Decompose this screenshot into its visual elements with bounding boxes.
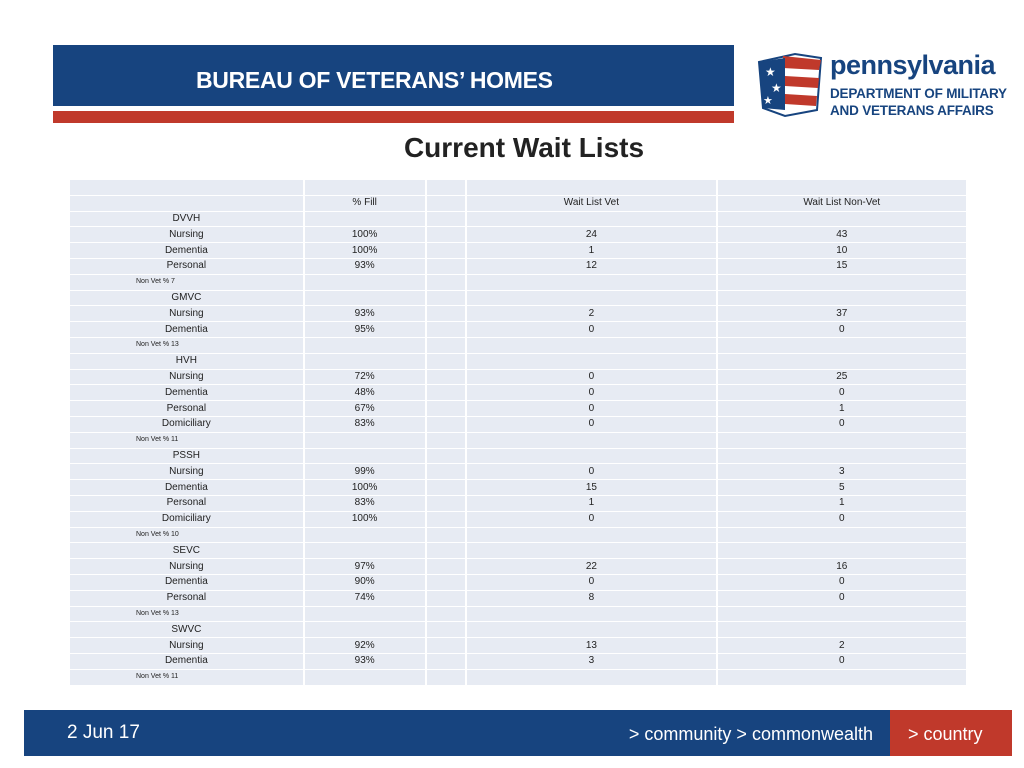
- row-label: Dementia: [70, 322, 303, 337]
- table-row: [70, 543, 966, 558]
- row-wait-nonvet: 37: [718, 306, 966, 321]
- row-wait-vet: [467, 622, 715, 637]
- logo-wordmark: pennsylvania: [830, 50, 996, 80]
- row-label: Dementia: [70, 243, 303, 258]
- table-row: [70, 575, 966, 590]
- row-spacer: [427, 543, 466, 558]
- row-wait-nonvet: 43: [718, 227, 966, 242]
- header-accent-bar: [53, 111, 734, 123]
- row-fill: [305, 607, 425, 622]
- column-header-fill: % Fill: [305, 196, 425, 211]
- row-wait-vet: 0: [467, 385, 715, 400]
- table-row: [70, 385, 966, 400]
- row-wait-vet: 0: [467, 575, 715, 590]
- row-spacer: [427, 370, 466, 385]
- row-spacer: [427, 670, 466, 685]
- row-wait-nonvet: [718, 291, 966, 306]
- table-row: [70, 464, 966, 479]
- row-spacer: [427, 306, 466, 321]
- row-spacer: [427, 401, 466, 416]
- footer-date: 2 Jun 17: [67, 722, 140, 743]
- table-row: [70, 559, 966, 574]
- row-spacer: [427, 354, 466, 369]
- row-wait-vet: [467, 275, 715, 290]
- row-fill: [305, 528, 425, 543]
- row-spacer: [427, 338, 466, 353]
- row-label: Personal: [70, 259, 303, 274]
- row-label: GMVC: [70, 291, 303, 306]
- row-fill: 93%: [305, 259, 425, 274]
- row-wait-nonvet: [718, 212, 966, 227]
- row-wait-nonvet: [718, 354, 966, 369]
- row-fill: [305, 291, 425, 306]
- row-wait-vet: 0: [467, 401, 715, 416]
- table-row: [70, 512, 966, 527]
- row-wait-nonvet: 0: [718, 385, 966, 400]
- table-row: [70, 654, 966, 669]
- table-blank-row: [70, 180, 966, 195]
- table-row: [70, 243, 966, 258]
- table-row: [70, 338, 966, 353]
- row-wait-nonvet: 0: [718, 512, 966, 527]
- row-wait-vet: 1: [467, 496, 715, 511]
- table-row: [70, 354, 966, 369]
- row-spacer: [427, 259, 466, 274]
- row-wait-nonvet: 2: [718, 638, 966, 653]
- row-spacer: [427, 607, 466, 622]
- table-header-row: [70, 196, 966, 211]
- row-fill: 90%: [305, 575, 425, 590]
- row-fill: 74%: [305, 591, 425, 606]
- row-wait-vet: [467, 607, 715, 622]
- row-label: SWVC: [70, 622, 303, 637]
- row-label: HVH: [70, 354, 303, 369]
- row-wait-nonvet: 1: [718, 401, 966, 416]
- row-spacer: [427, 417, 466, 432]
- table-row: [70, 480, 966, 495]
- row-label: Nursing: [70, 464, 303, 479]
- row-label: Nursing: [70, 638, 303, 653]
- logo-line-1: DEPARTMENT OF MILITARY: [830, 86, 1007, 101]
- row-wait-vet: 24: [467, 227, 715, 242]
- row-label: Non Vet % 11: [70, 433, 303, 448]
- row-label: Nursing: [70, 227, 303, 242]
- footer-bar: [24, 710, 890, 756]
- row-wait-nonvet: [718, 622, 966, 637]
- table-row: [70, 528, 966, 543]
- row-fill: 93%: [305, 654, 425, 669]
- row-label: Dementia: [70, 575, 303, 590]
- row-spacer: [427, 559, 466, 574]
- table-row: [70, 306, 966, 321]
- row-label: Domiciliary: [70, 512, 303, 527]
- footer-country-box: [890, 710, 1012, 756]
- row-fill: 67%: [305, 401, 425, 416]
- row-label: Non Vet % 13: [70, 607, 303, 622]
- wait-list-table: [68, 179, 968, 686]
- table-row: [70, 638, 966, 653]
- row-fill: [305, 338, 425, 353]
- row-fill: 100%: [305, 227, 425, 242]
- row-wait-nonvet: 0: [718, 591, 966, 606]
- row-fill: [305, 622, 425, 637]
- row-spacer: [427, 480, 466, 495]
- row-label: Dementia: [70, 480, 303, 495]
- row-label: SEVC: [70, 543, 303, 558]
- row-wait-nonvet: 0: [718, 322, 966, 337]
- row-fill: 72%: [305, 370, 425, 385]
- table-row: [70, 591, 966, 606]
- row-wait-vet: 2: [467, 306, 715, 321]
- table-row: [70, 670, 966, 685]
- row-wait-nonvet: 16: [718, 559, 966, 574]
- row-fill: 83%: [305, 496, 425, 511]
- row-spacer: [427, 291, 466, 306]
- table-row: [70, 291, 966, 306]
- row-spacer: [427, 654, 466, 669]
- row-spacer: [427, 433, 466, 448]
- header-title: BUREAU OF VETERANS’ HOMES: [196, 67, 553, 93]
- table-row: [70, 433, 966, 448]
- row-label: Non Vet % 13: [70, 338, 303, 353]
- row-wait-vet: [467, 433, 715, 448]
- row-fill: 95%: [305, 322, 425, 337]
- row-spacer: [427, 591, 466, 606]
- row-spacer: [427, 496, 466, 511]
- row-wait-nonvet: [718, 607, 966, 622]
- table-row: [70, 322, 966, 337]
- row-fill: [305, 354, 425, 369]
- row-wait-nonvet: [718, 275, 966, 290]
- row-wait-vet: [467, 291, 715, 306]
- row-wait-vet: [467, 338, 715, 353]
- row-wait-nonvet: 5: [718, 480, 966, 495]
- row-fill: 48%: [305, 385, 425, 400]
- row-wait-nonvet: [718, 670, 966, 685]
- row-wait-vet: 13: [467, 638, 715, 653]
- row-spacer: [427, 385, 466, 400]
- row-spacer: [427, 638, 466, 653]
- row-wait-vet: 0: [467, 512, 715, 527]
- row-wait-vet: 8: [467, 591, 715, 606]
- table-row: [70, 227, 966, 242]
- row-label: PSSH: [70, 449, 303, 464]
- svg-text:★: ★: [771, 81, 782, 95]
- row-fill: 100%: [305, 243, 425, 258]
- row-fill: [305, 275, 425, 290]
- row-wait-nonvet: 1: [718, 496, 966, 511]
- row-wait-vet: 0: [467, 464, 715, 479]
- row-wait-nonvet: 0: [718, 417, 966, 432]
- table-row: [70, 259, 966, 274]
- footer-tagline: > community > commonwealth: [628, 724, 873, 744]
- row-wait-nonvet: 0: [718, 654, 966, 669]
- header-banner: [53, 45, 734, 106]
- row-wait-vet: 15: [467, 480, 715, 495]
- row-label: DVVH: [70, 212, 303, 227]
- table-row: [70, 401, 966, 416]
- row-label: Non Vet % 11: [70, 670, 303, 685]
- logo-line-2: AND VETERANS AFFAIRS: [830, 103, 994, 118]
- svg-text:★: ★: [763, 94, 773, 107]
- row-spacer: [427, 243, 466, 258]
- row-wait-vet: 1: [467, 243, 715, 258]
- row-spacer: [427, 464, 466, 479]
- row-wait-vet: 3: [467, 654, 715, 669]
- row-fill: [305, 543, 425, 558]
- row-spacer: [427, 575, 466, 590]
- row-wait-nonvet: [718, 449, 966, 464]
- row-fill: 100%: [305, 480, 425, 495]
- row-label: Nursing: [70, 370, 303, 385]
- row-wait-vet: [467, 449, 715, 464]
- table-row: [70, 370, 966, 385]
- row-label: Nursing: [70, 306, 303, 321]
- row-fill: 83%: [305, 417, 425, 432]
- row-label: Personal: [70, 591, 303, 606]
- svg-text:★: ★: [765, 65, 776, 79]
- row-wait-nonvet: 10: [718, 243, 966, 258]
- flag-logo-icon: [755, 48, 825, 120]
- row-label: Domiciliary: [70, 417, 303, 432]
- row-fill: 92%: [305, 638, 425, 653]
- row-wait-vet: [467, 528, 715, 543]
- row-spacer: [427, 227, 466, 242]
- row-spacer: [427, 449, 466, 464]
- row-label: Non Vet % 7: [70, 275, 303, 290]
- column-header-label: [70, 196, 303, 211]
- table-row: [70, 622, 966, 637]
- row-wait-vet: [467, 670, 715, 685]
- column-header-wait-nonvet: Wait List Non-Vet: [718, 196, 966, 211]
- row-fill: 97%: [305, 559, 425, 574]
- row-wait-vet: [467, 354, 715, 369]
- column-header-wait-vet: Wait List Vet: [467, 196, 715, 211]
- footer-country: > country: [908, 724, 983, 744]
- table-row: [70, 275, 966, 290]
- row-wait-vet: 0: [467, 322, 715, 337]
- row-fill: 99%: [305, 464, 425, 479]
- table-row: [70, 607, 966, 622]
- row-spacer: [427, 275, 466, 290]
- column-header-spacer: [427, 196, 466, 211]
- row-wait-nonvet: [718, 543, 966, 558]
- table-row: [70, 449, 966, 464]
- row-spacer: [427, 512, 466, 527]
- row-label: Nursing: [70, 559, 303, 574]
- row-fill: [305, 670, 425, 685]
- row-wait-vet: 0: [467, 370, 715, 385]
- row-label: Dementia: [70, 654, 303, 669]
- row-wait-nonvet: [718, 528, 966, 543]
- row-wait-vet: 0: [467, 417, 715, 432]
- row-spacer: [427, 212, 466, 227]
- row-wait-vet: [467, 212, 715, 227]
- row-wait-nonvet: [718, 338, 966, 353]
- row-label: Non Vet % 10: [70, 528, 303, 543]
- row-fill: [305, 449, 425, 464]
- row-wait-nonvet: 25: [718, 370, 966, 385]
- row-wait-nonvet: 3: [718, 464, 966, 479]
- row-wait-nonvet: 0: [718, 575, 966, 590]
- row-fill: 93%: [305, 306, 425, 321]
- row-spacer: [427, 622, 466, 637]
- row-spacer: [427, 322, 466, 337]
- pa-dmva-logo: [755, 48, 1024, 120]
- row-wait-vet: 22: [467, 559, 715, 574]
- page-title: Current Wait Lists: [403, 132, 645, 163]
- row-wait-nonvet: [718, 433, 966, 448]
- table-row: [70, 212, 966, 227]
- row-wait-vet: 12: [467, 259, 715, 274]
- row-label: Personal: [70, 496, 303, 511]
- row-spacer: [427, 528, 466, 543]
- row-fill: [305, 433, 425, 448]
- row-wait-nonvet: 15: [718, 259, 966, 274]
- row-fill: 100%: [305, 512, 425, 527]
- table-row: [70, 496, 966, 511]
- row-wait-vet: [467, 543, 715, 558]
- table-row: [70, 417, 966, 432]
- row-label: Personal: [70, 401, 303, 416]
- row-fill: [305, 212, 425, 227]
- row-label: Dementia: [70, 385, 303, 400]
